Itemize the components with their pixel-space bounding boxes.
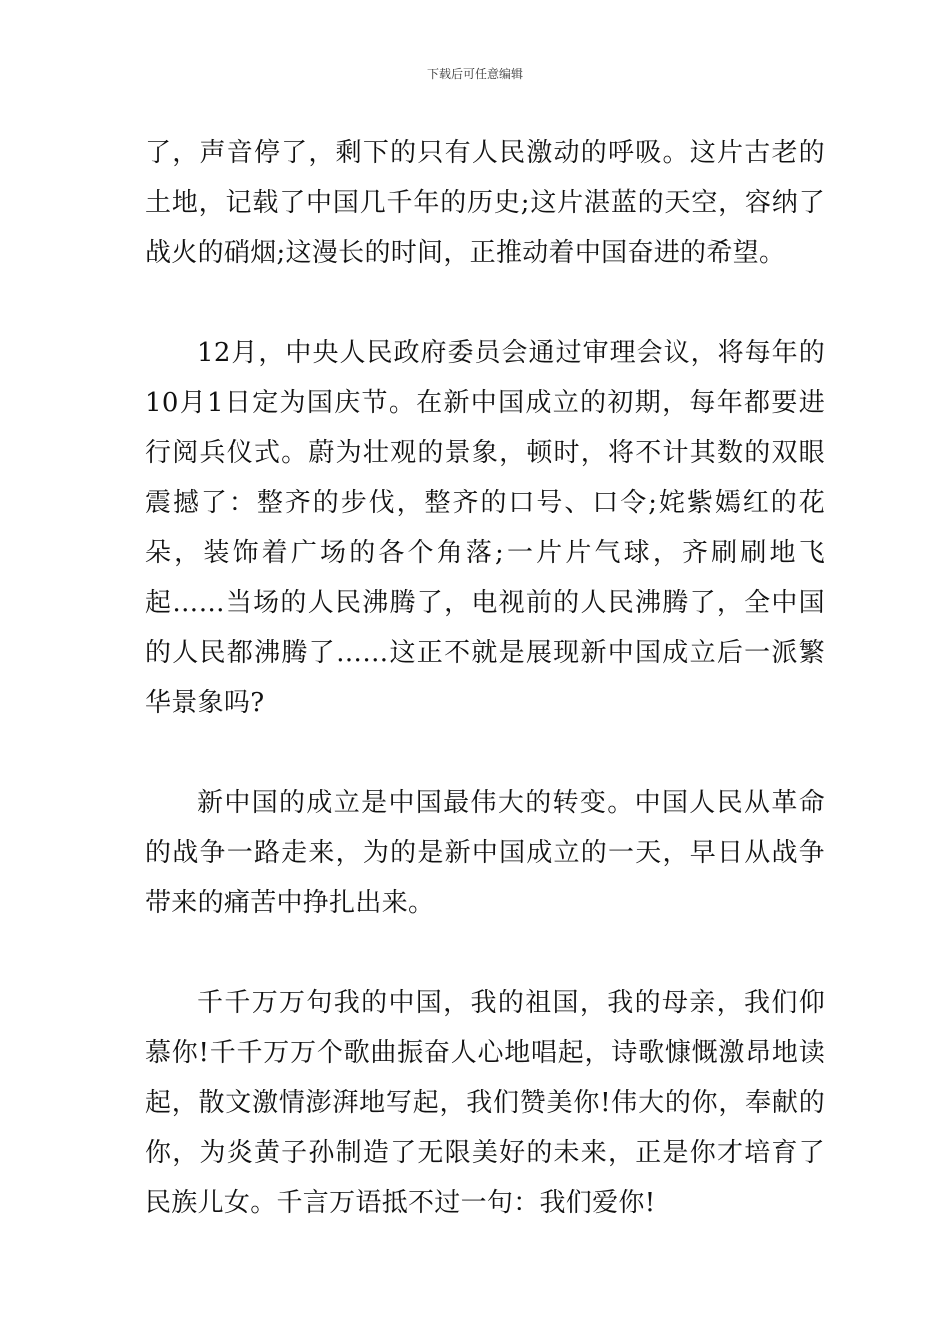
paragraph-1: 了，声音停了，剩下的只有人民激动的呼吸。这片古老的土地，记载了中国几千年的历史;这片湛蓝的天空，容纳了战火的硝烟;这漫长的时间，正推动着中国奋进的希望。 — [145, 138, 825, 268]
paragraph-3: 新中国的成立是中国最伟大的转变。中国人民从革命的战争一路走来，为的是新中国成立的一天，早日从战争带来的痛苦中挣扎出来。 — [145, 788, 825, 918]
document-body — [145, 128, 825, 1228]
paragraph-4: 千千万万句我的中国，我的祖国，我的母亲，我们仰慕你!千千万万个歌曲振奋人心地唱起，诗歌慷慨激昂地读起，散文激情澎湃地写起，我们赞美你!伟大的你，奉献的你，为炎黄子孙制造了无限美好的未来，正是你才培育了民族儿女。千言万语抵不过一句：我们爱你! — [145, 988, 825, 1218]
paragraph-gap — [145, 728, 825, 778]
page-header-note: 下载后可任意编辑 — [426, 67, 523, 81]
paragraph-gap — [145, 278, 825, 328]
paragraph-gap — [145, 928, 825, 978]
paragraph-2: 12月，中央人民政府委员会通过审理会议，将每年的10月1日定为国庆节。在新中国成立的初期，每年都要进行阅兵仪式。蔚为壮观的景象，顿时，将不计其数的双眼震撼了：整齐的步伐，整齐的口号、口令;姹紫嫣红的花朵，装饰着广场的各个角落;一片片气球，齐刷刷地飞起……当场的人民沸腾了，电视前的人民沸腾了，全中国的人民都沸腾了……这正不就是展现新中国成立后一派繁华景象吗? — [145, 338, 825, 718]
